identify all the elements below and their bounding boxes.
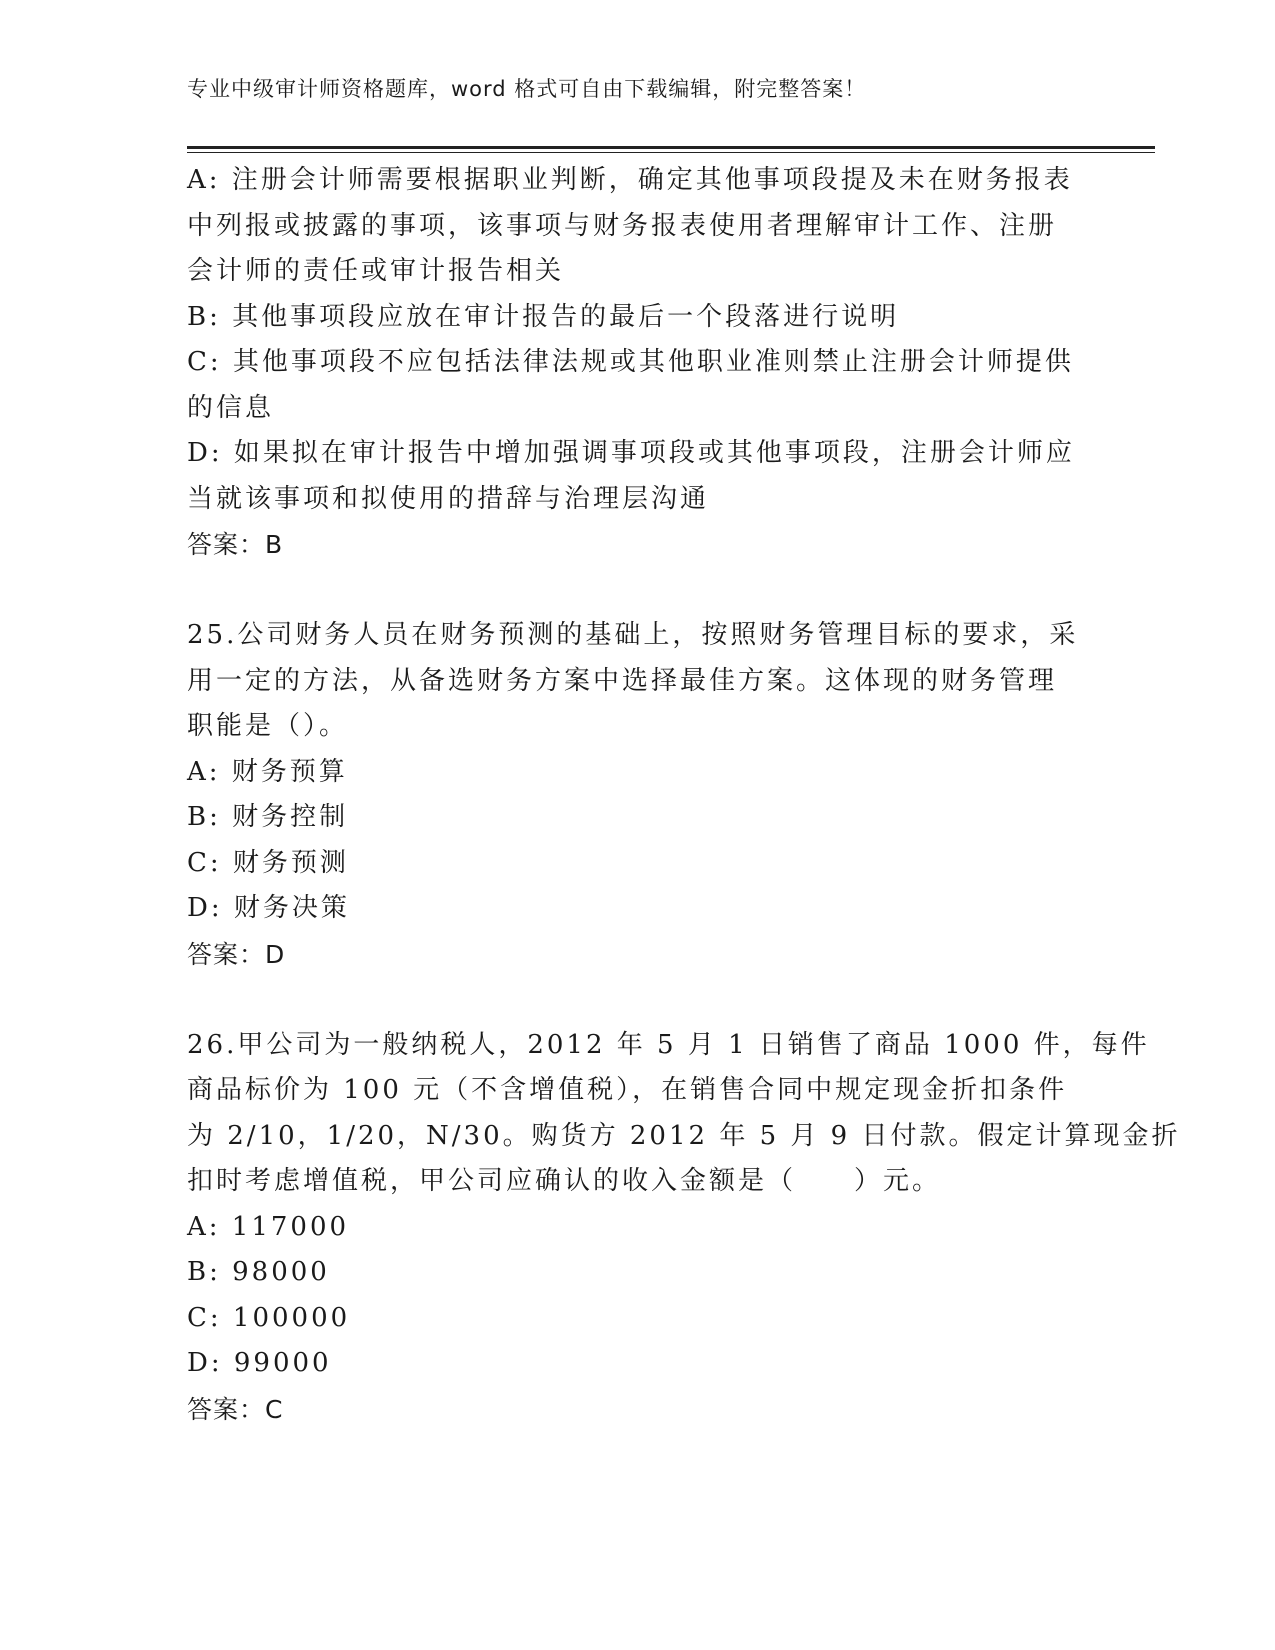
spacer [187,977,1087,1023]
option-c [187,340,1087,431]
stem-line: 25.公司财务人员在财务预测的基础上，按照财务管理目标的要求，采 [187,620,1079,650]
answer-label: 答案：B [187,530,284,559]
option-line: 中列报或披露的事项，该事项与财务报表使用者理解审计工作、注册 [187,210,1058,241]
answer-label: 答案：C [187,1394,284,1424]
option-line: D: 如果拟在审计报告中增加强调事项段或其他事项段，注册会计师应 [187,438,1075,468]
question-block [187,158,1087,568]
option-line: 当就该事项和拟使用的措辞与治理层沟通 [187,483,710,514]
question-block [187,613,1087,977]
option-c: C: 财务预测 [187,847,349,878]
answer-label: 答案：D [187,939,286,969]
stem-line: 商品标价为 100 元（不含增值税），在销售合同中规定现金折扣条件 [187,1075,1068,1105]
option-line: A: 注册会计师需要根据职业判断，确定其他事项段提及未在财务报表 [187,165,1073,195]
stem-line: 为 2/10，1/20，N/30。购货方 2012 年 5 月 9 日付款。假定计算现金折 [187,1120,1181,1151]
stem-line: 扣时考虑增值税，甲公司应确认的收入金额是（ ）元。 [187,1166,942,1196]
option-line: C: 其他事项段不应包括法律法规或其他职业准则禁止注册会计师提供 [187,347,1074,377]
option-a [187,158,1087,295]
header-divider-thin [187,152,1155,153]
stem-line: 26.甲公司为一般纳税人，2012 年 5 月 1 日销售了商品 1000 件，每件 [187,1029,1150,1060]
page-header: 专业中级审计师资格题库，word 格式可自由下载编辑，附完整答案！ [187,77,867,101]
stem-line: 职能是（）。 [187,711,349,741]
option-line: B: 其他事项段应放在审计报告的最后一个段落进行说明 [187,301,900,332]
question-block [187,1023,1181,1433]
option-b: B: 财务控制 [187,802,349,832]
option-b: B: 98000 [187,1257,330,1287]
option-c: C: 100000 [187,1302,351,1333]
stem-line: 用一定的方法，从备选财务方案中选择最佳方案。这体现的财务管理 [187,665,1058,696]
question-stem [187,613,1087,750]
option-d: D: 财务决策 [187,893,350,923]
option-d [187,431,1087,522]
spacer [187,568,1087,614]
question-stem [187,1023,1181,1205]
option-b [187,295,1087,341]
option-a: A: 117000 [187,1211,350,1242]
option-d: D: 99000 [187,1348,332,1378]
question-list [187,158,1181,1432]
option-line: 的信息 [187,392,275,423]
option-a: A: 财务预算 [187,756,348,787]
header-divider-thick [187,146,1155,149]
option-line: 会计师的责任或审计报告相关 [187,256,565,286]
